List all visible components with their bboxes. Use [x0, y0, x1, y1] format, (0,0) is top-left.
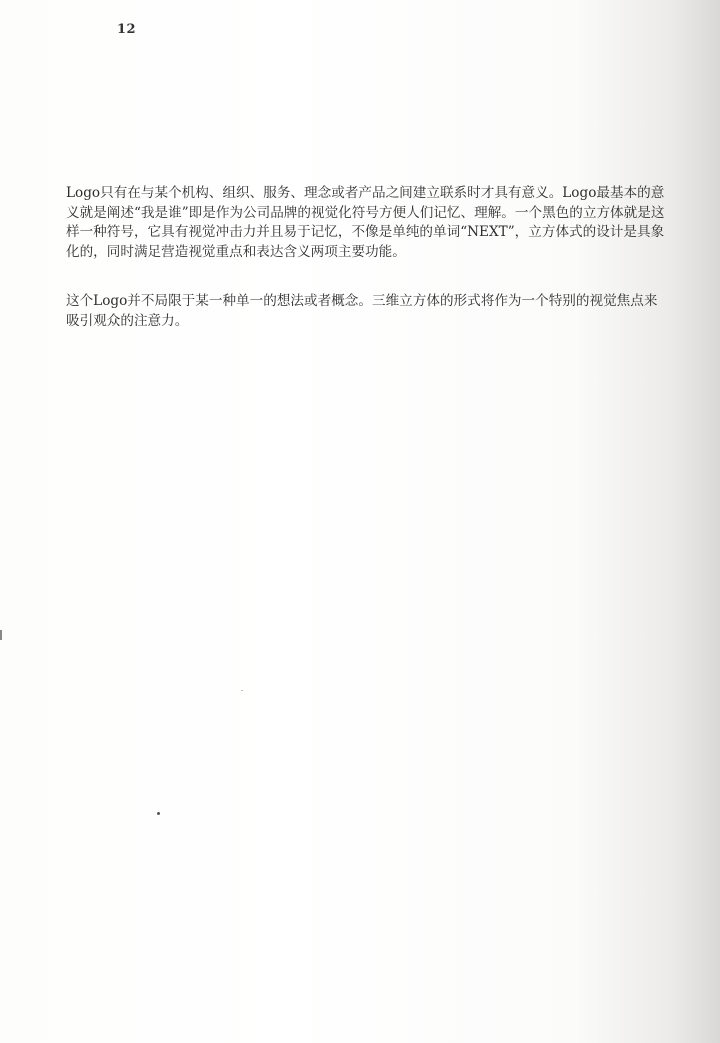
- scan-speck: [241, 690, 243, 691]
- scan-speck: [157, 812, 160, 815]
- body-paragraph-2: 这个Logo并不局限于某一种单一的想法或者概念。三维立方体的形式将作为一个特别的视觉焦点来吸引观众的注意力。: [66, 293, 658, 329]
- body-paragraph-1: Logo只有在与某个机构、组织、服务、理念或者产品之间建立联系时才具有意义。Logo最基本的意义就是阐述“我是谁”即是作为公司品牌的视觉化符号方便人们记忆、理解。一个黑色的立方体就是这样一种符号，它具有视觉冲击力并且易于记忆，不像是单纯的单词“NEXT”，立方体式的设计是具象化的，同时满足营造视觉重点和表达含义两项主要功能。: [66, 185, 665, 260]
- page-number: 12: [117, 22, 137, 37]
- scan-edge-mark: [0, 630, 2, 640]
